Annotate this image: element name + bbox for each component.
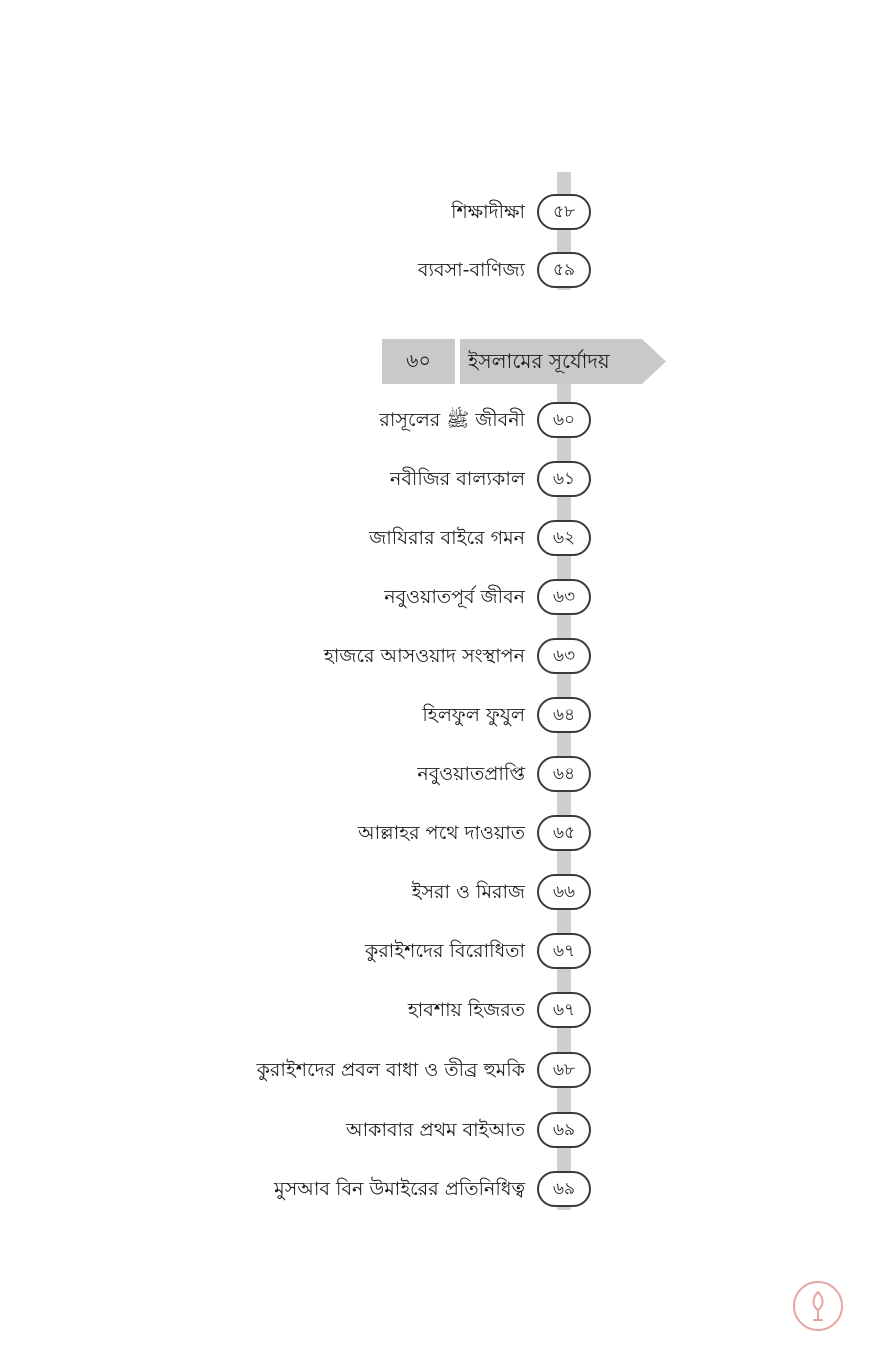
toc-entry[interactable]	[0, 990, 870, 1030]
toc-entry-title: নবুওয়াতপ্রাপ্তি	[417, 763, 525, 785]
toc-entry-title: হিলফুল ফুযুল	[422, 704, 525, 726]
toc-page-number: ৬৯	[537, 1112, 591, 1148]
toc-entry[interactable]	[0, 192, 870, 232]
toc-entry[interactable]	[0, 1050, 870, 1090]
section-number: ৬০	[382, 339, 455, 384]
toc-entry-title: হাজরে আসওয়াদ সংস্থাপন	[323, 645, 525, 667]
toc-entry[interactable]	[0, 754, 870, 794]
toc-entry[interactable]	[0, 518, 870, 558]
toc-entry[interactable]	[0, 1110, 870, 1150]
toc-entry[interactable]	[0, 931, 870, 971]
toc-page-number: ৫৯	[537, 252, 591, 288]
section-header[interactable]	[382, 339, 666, 384]
toc-page-number: ৬৩	[537, 579, 591, 615]
toc-page-number: ৬০	[537, 402, 591, 438]
toc-entry-title: জাযিরার বাইরে গমন	[369, 527, 525, 549]
toc-entry-title: শিক্ষাদীক্ষা	[451, 201, 525, 223]
toc-entry-title: নবীজির বাল্যকাল	[390, 468, 525, 490]
toc-page-number: ৬২	[537, 520, 591, 556]
toc-entry-title: হাবশায় হিজরত	[407, 999, 525, 1021]
toc-entry[interactable]	[0, 1169, 870, 1209]
toc-page-number: ৬৪	[537, 697, 591, 733]
toc-entry-title: আকাবার প্রথম বাইআত	[345, 1119, 525, 1141]
toc-entry-title: কুরাইশদের প্রবল বাধা ও তীব্র হুমকি	[256, 1059, 525, 1081]
section-title-tab	[460, 339, 666, 384]
toc-entry[interactable]	[0, 400, 870, 440]
toc-entry[interactable]	[0, 459, 870, 499]
toc-entry-title: কুরাইশদের বিরোধিতা	[365, 940, 525, 962]
toc-page-number: ৬৬	[537, 874, 591, 910]
toc-page-number: ৫৮	[537, 194, 591, 230]
toc-page-number: ৬৪	[537, 756, 591, 792]
toc-page-number: ৬৭	[537, 992, 591, 1028]
toc-entry[interactable]	[0, 250, 870, 290]
toc-entry[interactable]	[0, 577, 870, 617]
toc-entry[interactable]	[0, 695, 870, 735]
toc-page-number: ৬৩	[537, 638, 591, 674]
toc-entry-title: আল্লাহর পথে দাওয়াত	[358, 822, 525, 844]
toc-entry-title: ব্যবসা-বাণিজ্য	[417, 259, 525, 281]
toc-page-number: ৬৫	[537, 815, 591, 851]
toc-page-number: ৬৮	[537, 1052, 591, 1088]
toc-entry-title: নবুওয়াতপূর্ব জীবন	[384, 586, 525, 608]
toc-page-number: ৬১	[537, 461, 591, 497]
toc-entry[interactable]	[0, 636, 870, 676]
toc-entry-title: রাসূলের ﷺ জীবনী	[379, 409, 525, 431]
toc-entry[interactable]	[0, 813, 870, 853]
toc-entry-title: ইসরা ও মিরাজ	[411, 881, 525, 903]
toc-entry-title: মুসআব বিন উমাইরের প্রতিনিধিত্ব	[274, 1178, 525, 1200]
toc-page-number: ৬৭	[537, 933, 591, 969]
publisher-logo-icon	[792, 1280, 844, 1332]
toc-entry[interactable]	[0, 872, 870, 912]
toc-page-number: ৬৯	[537, 1171, 591, 1207]
section-title: ইসলামের সূর্যোদয়	[468, 349, 610, 373]
